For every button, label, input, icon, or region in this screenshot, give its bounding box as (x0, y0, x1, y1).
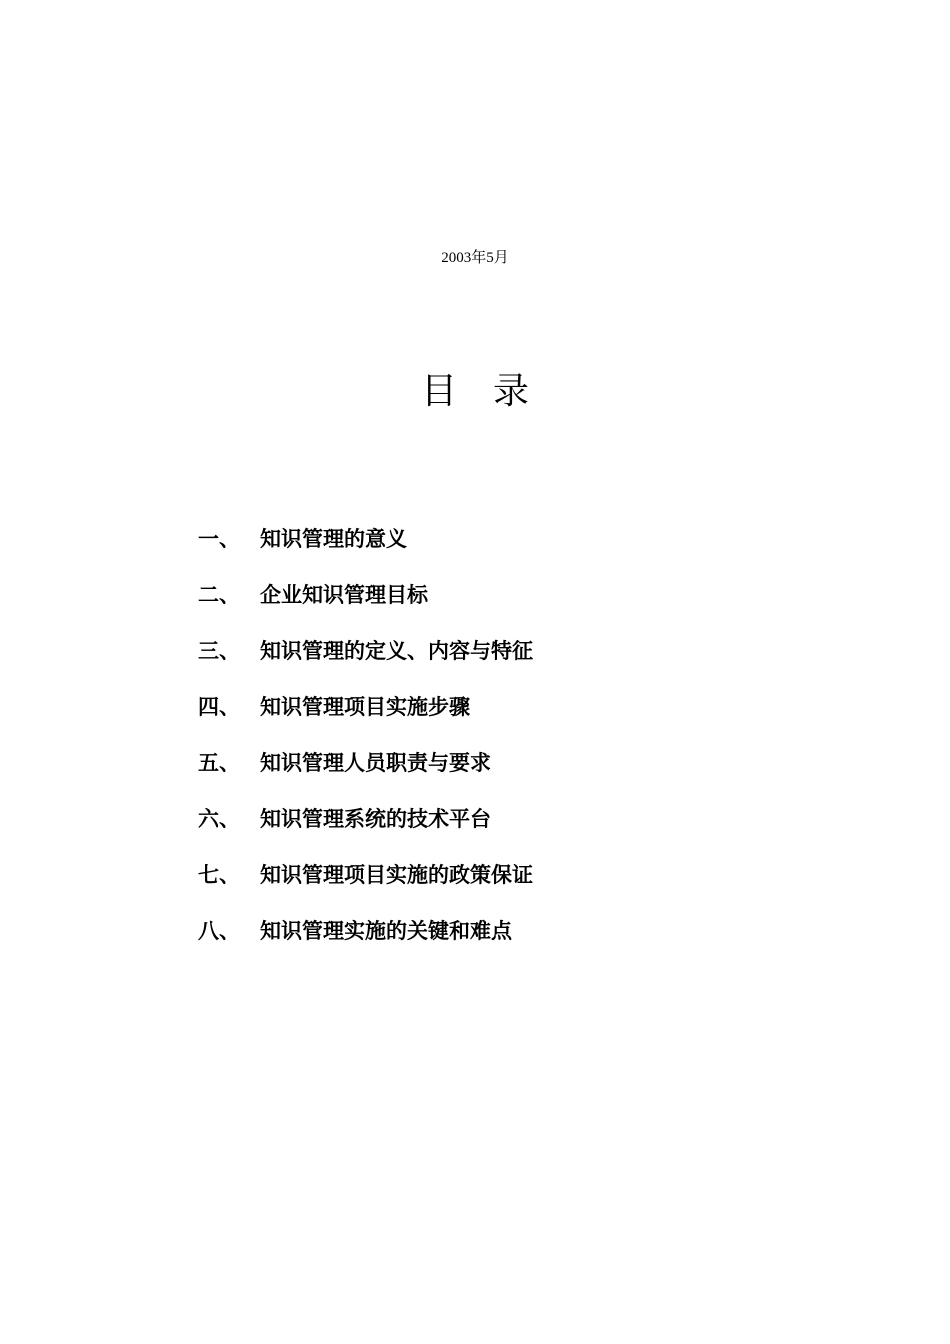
toc-item-text: 知识管理项目实施步骤 (260, 695, 470, 719)
toc-item-number: 一、 (198, 527, 240, 551)
toc-item (198, 522, 533, 578)
toc-item-number: 二、 (198, 583, 240, 607)
toc-item-number: 六、 (198, 807, 240, 831)
toc-item-text: 知识管理实施的关键和难点 (260, 919, 512, 943)
toc-list (198, 522, 533, 970)
toc-item-number: 八、 (198, 919, 240, 943)
toc-item-text: 知识管理人员职责与要求 (260, 751, 491, 775)
toc-item (198, 746, 533, 802)
toc-item (198, 634, 533, 690)
document-date: 2003年5月 (441, 250, 509, 266)
toc-title: 目录 (420, 371, 565, 412)
toc-item-text: 企业知识管理目标 (260, 583, 428, 607)
toc-item-number: 三、 (198, 639, 240, 663)
toc-item-number: 四、 (198, 695, 240, 719)
toc-item-text: 知识管理系统的技术平台 (260, 807, 491, 831)
toc-item (198, 690, 533, 746)
toc-item-text: 知识管理的定义、内容与特征 (260, 639, 533, 663)
toc-item-number: 五、 (198, 751, 240, 775)
toc-item (198, 578, 533, 634)
toc-item (198, 802, 533, 858)
toc-item-number: 七、 (198, 863, 240, 887)
toc-item (198, 858, 533, 914)
toc-item (198, 914, 533, 970)
toc-item-text: 知识管理项目实施的政策保证 (260, 863, 533, 887)
toc-item-text: 知识管理的意义 (260, 527, 407, 551)
